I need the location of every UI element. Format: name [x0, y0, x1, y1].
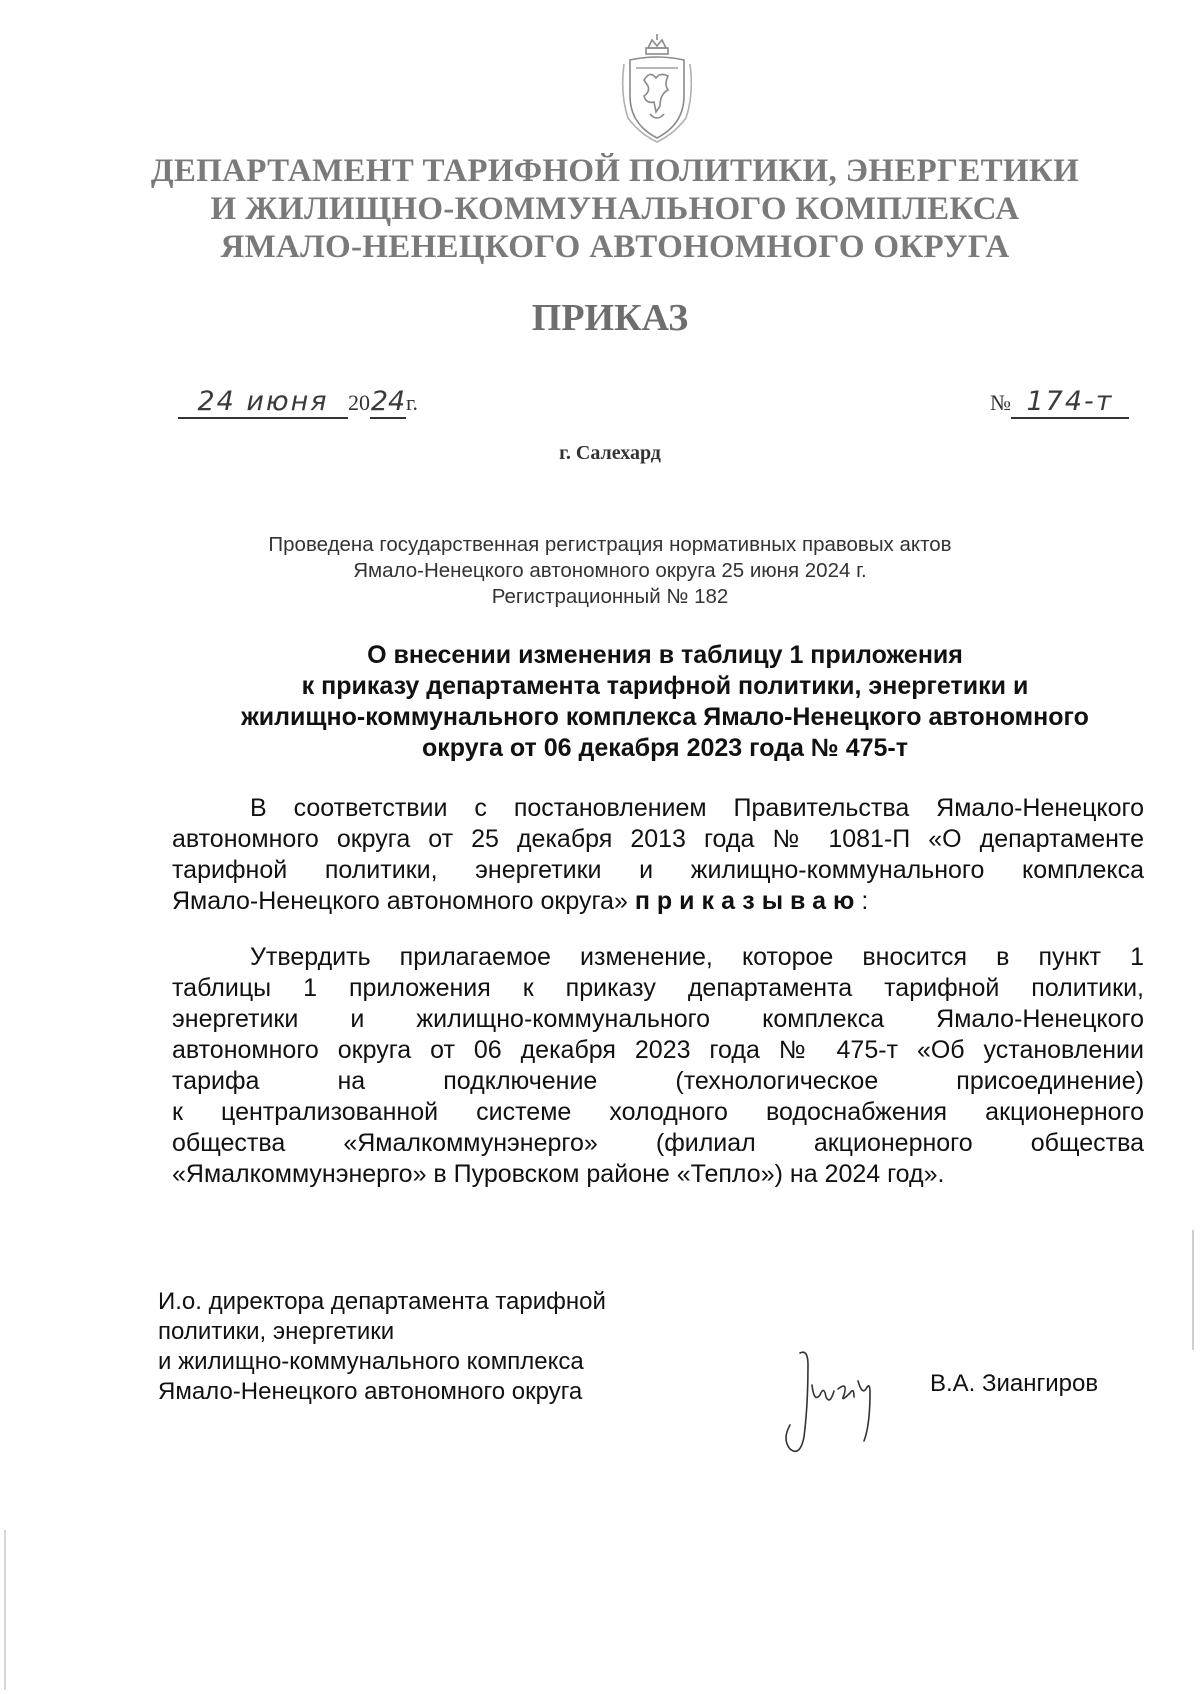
registration-note [160, 532, 1060, 610]
paragraph-colon: : [861, 887, 869, 915]
position-line: и жилищно-коммунального комплекса [158, 1348, 584, 1375]
order-number-prefix: № [990, 390, 1011, 415]
paragraph-line: к централизованной системе холодного водоснабжения акционерного [172, 1098, 1144, 1126]
department-line: ЯМАЛО-НЕНЕЦКОГО АВТОНОМНОГО ОКРУГА [220, 229, 1010, 265]
order-number [990, 386, 1129, 420]
registration-line: Регистрационный № 182 [491, 585, 729, 608]
date-year-marker: г. [406, 390, 419, 415]
department-header [100, 152, 1130, 266]
registration-line: Проведена государственная регистрация нормативных правовых актов [268, 533, 952, 556]
subject-line: округа от 06 декабря 2023 года № 475-т [422, 734, 908, 762]
subject-line: О внесении изменения в таблицу 1 приложения [367, 641, 963, 669]
department-line: ДЕПАРТАМЕНТ ТАРИФНОЙ ПОЛИТИКИ, ЭНЕРГЕТИКИ [150, 153, 1080, 189]
registration-line: Ямало-Ненецкого автономного округа 25 июня 2024 г. [353, 559, 867, 582]
order-title: ПРИКАЗ [531, 297, 689, 339]
handwritten-signature-icon [778, 1345, 888, 1465]
date-day-month: 24 июня [178, 386, 348, 419]
paragraph-line: Утвердить прилагаемое изменение, которое вносится в пункт 1 [250, 943, 1144, 971]
paragraph-line: таблицы 1 приложения к приказу департамента тарифной политики, [172, 974, 1144, 1002]
signatory-position [158, 1287, 718, 1407]
paragraph-line: автономного округа от 25 декабря 2013 года № 1081-П «О департаменте [172, 825, 1144, 853]
order-verb: приказываю [634, 887, 862, 915]
city: г. Салехард [559, 442, 661, 464]
order-subject [170, 640, 1160, 764]
preamble-paragraph [172, 793, 1144, 917]
position-line: Ямало-Ненецкого автономного округа [158, 1378, 583, 1405]
signer-name: В.А. Зиангиров [930, 1370, 1099, 1397]
subject-line: к приказу департамента тарифной политики, энергетики и [301, 672, 1029, 700]
paragraph-line: тарифной политики, энергетики и жилищно-коммунального комплекса [172, 856, 1144, 884]
paragraph-text: Ямало-Ненецкого автономного округа» [172, 887, 628, 915]
paragraph-line: энергетики и жилищно-коммунального комплекса Ямало-Ненецкого [172, 1005, 1144, 1033]
date-year-prefix: 20 [348, 390, 370, 415]
paragraph-line: тарифа на подключение (технологическое присоединение) [172, 1067, 1144, 1095]
subject-line: жилищно-коммунального комплекса Ямало-Ненецкого автономного [241, 703, 1089, 731]
paragraph-line: «Ямалкоммунэнерго» в Пуровском районе «Тепло») на 2024 год». [172, 1160, 945, 1188]
paragraph-line-last [172, 886, 1144, 917]
paragraph-line: автономного округа от 06 декабря 2023 года № 475-т «Об установлении [172, 1036, 1144, 1064]
position-line: политики, энергетики [158, 1318, 395, 1345]
paragraph-line: В соответствии с постановлением Правительства Ямало-Ненецкого [250, 794, 1144, 822]
scan-edge-mark [1192, 1230, 1194, 1350]
order-number-value: 174-т [1011, 386, 1129, 419]
position-line: И.о. директора департамента тарифной [158, 1288, 606, 1315]
order-date [178, 386, 418, 420]
date-year-suffix-handwritten: 24 [370, 386, 406, 417]
paragraph-line: общества «Ямалкоммунэнерго» (филиал акционерного общества [172, 1129, 1144, 1157]
yamal-coat-of-arms-icon [620, 34, 694, 146]
scan-edge-mark [4, 1530, 6, 1690]
department-line: И ЖИЛИЩНО-КОММУНАЛЬНОГО КОМПЛЕКСА [210, 191, 1020, 227]
decision-paragraph [172, 942, 1144, 1190]
